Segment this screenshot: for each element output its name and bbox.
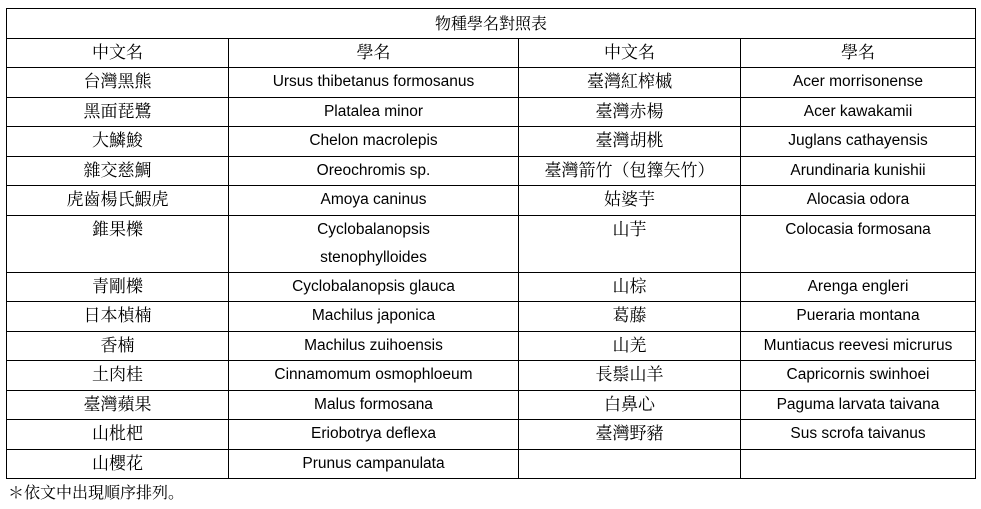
chinese-name-cell: 長鬃山羊 [519,361,741,391]
chinese-name-cell: 大鱗鮻 [7,127,229,157]
scientific-name-cell: Chelon macrolepis [229,127,519,157]
chinese-name-cell: 香楠 [7,331,229,361]
table-row [7,361,976,391]
scientific-name-cell: Juglans cathayensis [741,127,976,157]
table-row [7,390,976,420]
table-row [7,68,976,98]
scientific-name-cell: Prunus campanulata [229,449,519,479]
scientific-name-cell: Ursus thibetanus formosanus [229,68,519,98]
chinese-name-cell: 日本楨楠 [7,302,229,332]
scientific-name-cell: Machilus zuihoensis [229,331,519,361]
table-row [7,272,976,302]
table-row [7,331,976,361]
scientific-name-cell: Colocasia formosana [741,215,976,272]
scientific-name-cell: Pueraria montana [741,302,976,332]
chinese-name-cell: 葛藤 [519,302,741,332]
scientific-name-cell [741,449,976,479]
scientific-name-cell: Acer morrisonense [741,68,976,98]
chinese-name-cell: 臺灣箭竹（包籜矢竹） [519,156,741,186]
chinese-name-cell: 黑面琵鷺 [7,97,229,127]
scientific-name-cell: Malus formosana [229,390,519,420]
chinese-name-cell: 山枇杷 [7,420,229,450]
chinese-name-cell: 臺灣赤楊 [519,97,741,127]
scientific-name-cell: Capricornis swinhoei [741,361,976,391]
table-row [7,97,976,127]
chinese-name-cell [519,449,741,479]
chinese-name-cell: 山棕 [519,272,741,302]
scientific-name-cell: Paguma larvata taivana [741,390,976,420]
chinese-name-cell: 土肉桂 [7,361,229,391]
scientific-name-cell: Arundinaria kunishii [741,156,976,186]
scientific-name-cell: Machilus japonica [229,302,519,332]
chinese-name-cell: 台灣黑熊 [7,68,229,98]
table-row [7,449,976,479]
scientific-name-cell: Cyclobalanopsis glauca [229,272,519,302]
scientific-name-cell: Eriobotrya deflexa [229,420,519,450]
scientific-name-cell [229,215,519,272]
chinese-name-cell: 山櫻花 [7,449,229,479]
scientific-name-cell: Cinnamomum osmophloeum [229,361,519,391]
scientific-name-cell: Muntiacus reevesi micrurus [741,331,976,361]
table-row [7,186,976,216]
header-scientific-name-left: 學名 [229,39,519,68]
header-chinese-name-left: 中文名 [7,39,229,68]
scientific-name-cell: Sus scrofa taivanus [741,420,976,450]
chinese-name-cell: 山芋 [519,215,741,272]
chinese-name-cell: 姑婆芋 [519,186,741,216]
chinese-name-cell: 雜交慈鯛 [7,156,229,186]
scientific-name-cell: Arenga engleri [741,272,976,302]
chinese-name-cell: 臺灣胡桃 [519,127,741,157]
scientific-name-line: Cyclobalanopsis [317,220,430,238]
chinese-name-cell: 山羌 [519,331,741,361]
table-row [7,302,976,332]
scientific-name-cell: Acer kawakamii [741,97,976,127]
header-scientific-name-right: 學名 [741,39,976,68]
scientific-name-cell: Platalea minor [229,97,519,127]
chinese-name-cell: 臺灣野豬 [519,420,741,450]
scientific-name-cell: Oreochromis sp. [229,156,519,186]
table-row [7,215,976,272]
species-name-table [6,8,976,479]
scientific-name-cell: Amoya caninus [229,186,519,216]
chinese-name-cell: 虎齒楊氏鰕虎 [7,186,229,216]
chinese-name-cell: 錐果櫟 [7,215,229,272]
chinese-name-cell: 臺灣紅榨槭 [519,68,741,98]
scientific-name-cell: Alocasia odora [741,186,976,216]
scientific-name-line: stenophylloides [320,248,427,266]
chinese-name-cell: 臺灣蘋果 [7,390,229,420]
header-chinese-name-right: 中文名 [519,39,741,68]
table-row [7,156,976,186]
table-row [7,420,976,450]
footnote: ＊依文中出現順序排列。 [8,483,185,502]
chinese-name-cell: 白鼻心 [519,390,741,420]
chinese-name-cell: 青剛櫟 [7,272,229,302]
table-title: 物種學名對照表 [7,9,976,39]
table-row [7,127,976,157]
